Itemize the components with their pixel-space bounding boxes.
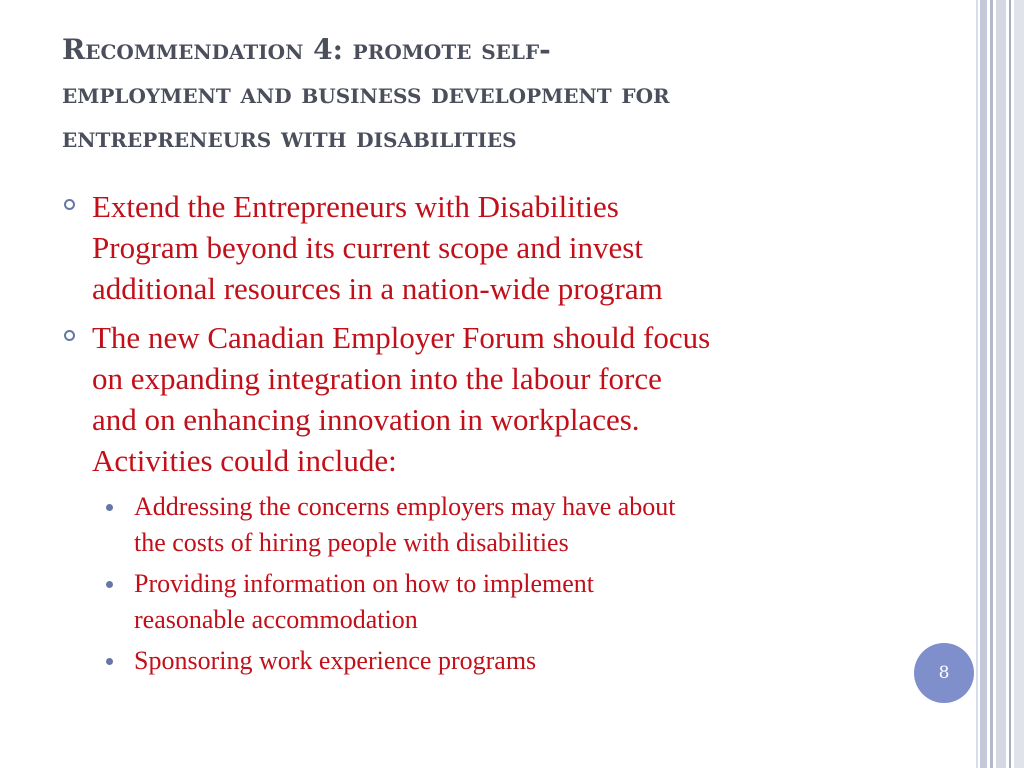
- page-number-badge: 8: [914, 643, 974, 703]
- bullet-text-line: The new Canadian Employer Forum should focus: [92, 320, 711, 355]
- hollow-circle-bullet-icon: [64, 199, 75, 210]
- slide-body: [62, 186, 892, 684]
- bullet-text-line: Program beyond its current scope and invest: [92, 230, 643, 265]
- bullet-text-line: on expanding integration into the labour force: [92, 361, 662, 396]
- sub-bullet-text-line: reasonable accommodation: [134, 605, 418, 634]
- decorative-stripe: [980, 0, 987, 768]
- sub-bullet-text-line: the costs of hiring people with disabilities: [134, 528, 569, 557]
- decorative-stripe: [996, 0, 1006, 768]
- decorative-stripe: [990, 0, 993, 768]
- bullet-text-line: Extend the Entrepreneurs with Disabilities: [92, 189, 619, 224]
- filled-dot-bullet-icon: [106, 504, 113, 511]
- decorative-stripe: [1009, 0, 1011, 768]
- decorative-stripe: [1014, 0, 1024, 768]
- bullet-text-line: additional resources in a nation-wide program: [92, 271, 663, 306]
- bullet-text-line: and on enhancing innovation in workplaces.: [92, 402, 640, 437]
- title-line: Recommendation 4: promote self-: [62, 33, 551, 66]
- sub-bullet-item: [134, 566, 892, 638]
- sub-bullet-text-line: Providing information on how to implement: [134, 569, 595, 598]
- sub-bullet-item: [134, 489, 892, 561]
- hollow-circle-bullet-icon: [64, 330, 75, 341]
- sub-bullet-text-line: Sponsoring work experience programs: [134, 646, 537, 675]
- bullet-text-line: Activities could include:: [92, 443, 397, 478]
- bullet-item: [62, 186, 892, 309]
- slide-title: [62, 28, 942, 160]
- filled-dot-bullet-icon: [106, 658, 113, 665]
- sub-bullet-text-line: Addressing the concerns employers may have about: [134, 492, 676, 521]
- title-line: employment and business development for: [62, 77, 670, 110]
- sub-bullet-item: [134, 643, 892, 679]
- title-line: entrepreneurs with disabilities: [62, 121, 517, 154]
- filled-dot-bullet-icon: [106, 581, 113, 588]
- decorative-stripe: [976, 0, 978, 768]
- bullet-item: [62, 317, 892, 481]
